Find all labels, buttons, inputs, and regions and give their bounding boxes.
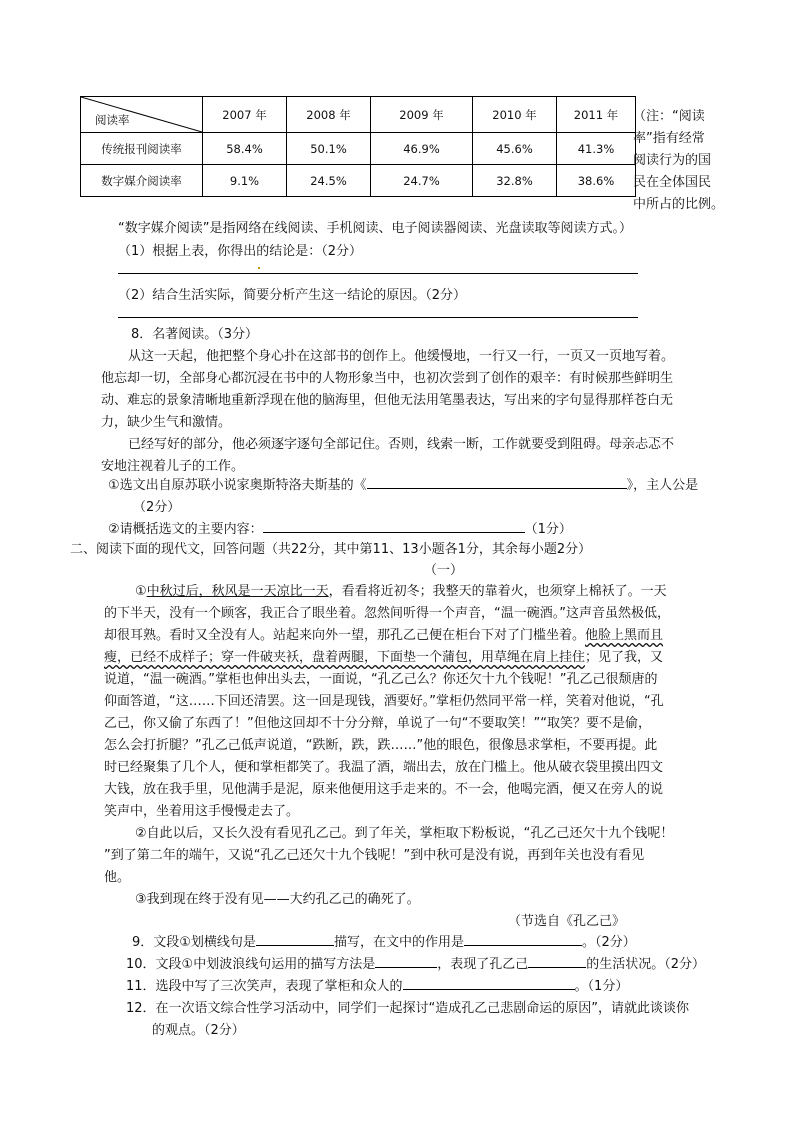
- note-line: 中所占的比例。: [633, 197, 725, 212]
- passage-line: 说道，“温一碗酒。”掌柜也伸出头去，一面说，“孔乙己么？你还欠十九个钱呢！”孔乙己很颓唐的: [104, 672, 658, 687]
- table-note: [633, 106, 733, 216]
- passage-line: ”到了第二年的端午，又说“孔乙己还欠十九个钱呢！”到中秋可是没有说，再到年关也没有看见: [104, 848, 645, 863]
- table-header-row: [81, 97, 636, 133]
- answer-blank[interactable]: [375, 955, 437, 968]
- stray-mark: [258, 267, 260, 269]
- question-text: ，表现了孔乙己: [437, 957, 529, 972]
- note-line: 率”指有经常: [633, 131, 705, 146]
- question-text: 11．选段中写了三次笑声，表现了掌柜和众人的: [126, 979, 403, 994]
- answer-line[interactable]: [118, 273, 638, 274]
- answer-blank[interactable]: [528, 955, 586, 968]
- passage-line: [104, 646, 663, 665]
- question-text: 。（2分）: [581, 935, 636, 950]
- answer-blank[interactable]: [256, 933, 334, 946]
- passage-8-line: 动、难忘的景象清晰地重新浮现在他的脑海里，但他无法用笔墨表达，写出来的字句显得那样苍白无: [101, 393, 674, 408]
- passage-line: 大钱，放在我手里，见他满手是泥，原来他便用这手走来的。不一会，他喝完酒，便又在旁人的说: [104, 782, 664, 797]
- question-8-2: [108, 518, 572, 537]
- year-header: 2008 年: [287, 97, 371, 133]
- question-11: [126, 975, 628, 994]
- passage-line: 时已经聚集了几个人，便和掌柜都笑了。我温了酒，端出去，放在门槛上。他从破衣袋里摸出四文: [104, 760, 664, 775]
- answer-blank[interactable]: [263, 520, 525, 533]
- question-8-1-score: （2分）: [133, 500, 181, 515]
- answer-blank[interactable]: [367, 476, 627, 489]
- section-2-title: 二、阅读下面的现代文，回答问题（共22分，其中第11、13小题各1分，其余每小题2分）: [70, 542, 592, 557]
- passage-line: [104, 624, 663, 643]
- table-cell: 38.6%: [557, 165, 636, 197]
- question-text: 9．文段①划横线句是: [132, 935, 256, 950]
- paragraph-number: ①: [135, 584, 147, 599]
- table-row: [81, 165, 636, 197]
- passage-source: （节选自《孔乙己》: [508, 914, 626, 929]
- passage-line: 仰面答道，“这……下回还清罢。这一回是现钱，酒要好。”掌柜仍然同平常一样，笑着对他说，“孔: [104, 694, 664, 709]
- table-cell: 24.7%: [371, 165, 473, 197]
- passage-line: 他。: [104, 870, 131, 885]
- row-label: 传统报刊阅读率: [81, 133, 203, 165]
- table-cell: 46.9%: [371, 133, 473, 165]
- question-9: [132, 931, 636, 950]
- digital-reading-definition: “数字媒介阅读”是指网络在线阅读、手机阅读、电子阅读器阅读、光盘读取等阅读方式。）: [118, 221, 632, 236]
- question-text: （1分）: [524, 522, 572, 537]
- passage-8-line: 他忘却一切，全部身心都沉浸在书中的人物形象当中，也初次尝到了创作的艰辛：有时候那些鲜明生: [101, 371, 674, 386]
- question-8-title: 8．名著阅读。（3分）: [131, 327, 259, 342]
- wavy-underlined-sentence: 瘦，已经不成样子；穿一件破夹袄，盘着两腿，下面垫一个蒲包，用草绳在肩上挂住: [104, 650, 586, 665]
- question-text: ①选文出自原苏联小说家奥斯特洛夫斯基的《: [108, 478, 367, 493]
- question-text: 。（1分）: [574, 979, 629, 994]
- question-12: 12．在一次语文综合性学习活动中，同学们一起探讨“造成孔乙己悲剧命运的原因”，请就此谈谈你: [126, 1001, 690, 1016]
- table-cell: 41.3%: [557, 133, 636, 165]
- table-cell: 45.6%: [473, 133, 557, 165]
- table-row: [81, 133, 636, 165]
- passage-8-line: 力，缺少生气和激情。: [101, 415, 232, 430]
- answer-blank[interactable]: [403, 977, 575, 990]
- passage-8-line: 已经写好的部分，他必须逐字逐句全部记住。否则，线索一断，工作就要受到阻碍。母亲忐忑不: [128, 437, 675, 452]
- table-cell: 50.1%: [287, 133, 371, 165]
- year-header: 2010 年: [473, 97, 557, 133]
- underlined-sentence: 中秋过后，秋风是一天凉比一天: [146, 584, 329, 599]
- passage-text: ，看看将近初冬；我整天的靠着火，也须穿上棉袄了。一天: [328, 584, 667, 599]
- question-7-2: （2）结合生活实际，简要分析产生这一结论的原因。（2分）: [118, 288, 467, 303]
- passage-line: ③我到现在终于没有见——大约孔乙己的确死了。: [135, 892, 420, 907]
- table-corner-cell: [81, 97, 203, 133]
- wavy-underlined-sentence: 他脸上黑而且: [585, 628, 664, 643]
- section-2-part: （一）: [424, 563, 464, 578]
- question-text: 的生活状况。（2分）: [586, 957, 705, 972]
- question-7-1: （1）根据上表，你得出的结论是：（2分）: [118, 244, 363, 259]
- passage-text: ；见了我，又: [585, 650, 664, 665]
- year-header: 2009 年: [371, 97, 473, 133]
- year-header: 2007 年: [203, 97, 287, 133]
- table-cell: 24.5%: [287, 165, 371, 197]
- table-cell: 9.1%: [203, 165, 287, 197]
- question-8-1: [108, 474, 698, 493]
- note-line: 民在全体国民: [633, 175, 712, 190]
- passage-8-line: 从这一天起，他把整个身心扑在这部书的创作上。他缓慢地，一行又一行，一页又一页地写着。: [128, 349, 675, 364]
- question-12-cont: 的观点。（2分）: [152, 1023, 245, 1038]
- passage-8-line: 安地注视着儿子的工作。: [101, 459, 245, 474]
- reading-rate-table: [80, 96, 636, 197]
- passage-line: 乙己，你又偷了东西了！”但他这回却不十分分辩，单说了一句“不要取笑！”“取笑？要不是偷，: [104, 716, 651, 731]
- passage-text: 却很耳熟。看时又全没有人。站起来向外一望，那孔乙己便在柜台下对了门槛坐着。: [104, 628, 586, 643]
- table-cell: 32.8%: [473, 165, 557, 197]
- passage-line: 怎么会打折腿？”孔乙己低声说道，“跌断，跌，跌……”他的眼色，很像恳求掌柜，不要再提。此: [104, 738, 658, 753]
- question-text: 10．文段①中划波浪线句运用的描写方法是: [126, 957, 376, 972]
- question-text: ②请概括选文的主要内容：: [108, 522, 263, 537]
- question-text: 》，主人公是: [626, 478, 699, 493]
- year-header: 2011 年: [557, 97, 636, 133]
- question-text: 描写，在文中的作用是: [333, 935, 464, 950]
- note-line: （注：“阅读: [633, 109, 705, 124]
- passage-line: [135, 580, 667, 599]
- table-cell: 58.4%: [203, 133, 287, 165]
- answer-line[interactable]: [118, 317, 638, 318]
- note-line: 阅读行为的国: [633, 153, 712, 168]
- row-label: 数字媒介阅读率: [81, 165, 203, 197]
- corner-label: 阅读率: [95, 113, 130, 127]
- answer-blank[interactable]: [464, 933, 582, 946]
- passage-line: 笑声中，坐着用这手慢慢走去了。: [104, 804, 300, 819]
- passage-line: ②自此以后，又长久没有看见孔乙己。到了年关，掌柜取下粉板说，“孔乙己还欠十九个钱呢！: [135, 826, 674, 841]
- question-10: [126, 953, 705, 972]
- passage-line: 的下半天，没有一个顾客，我正合了眼坐着。忽然间听得一个声音，“温一碗酒。”这声音虽然极低，: [104, 606, 670, 621]
